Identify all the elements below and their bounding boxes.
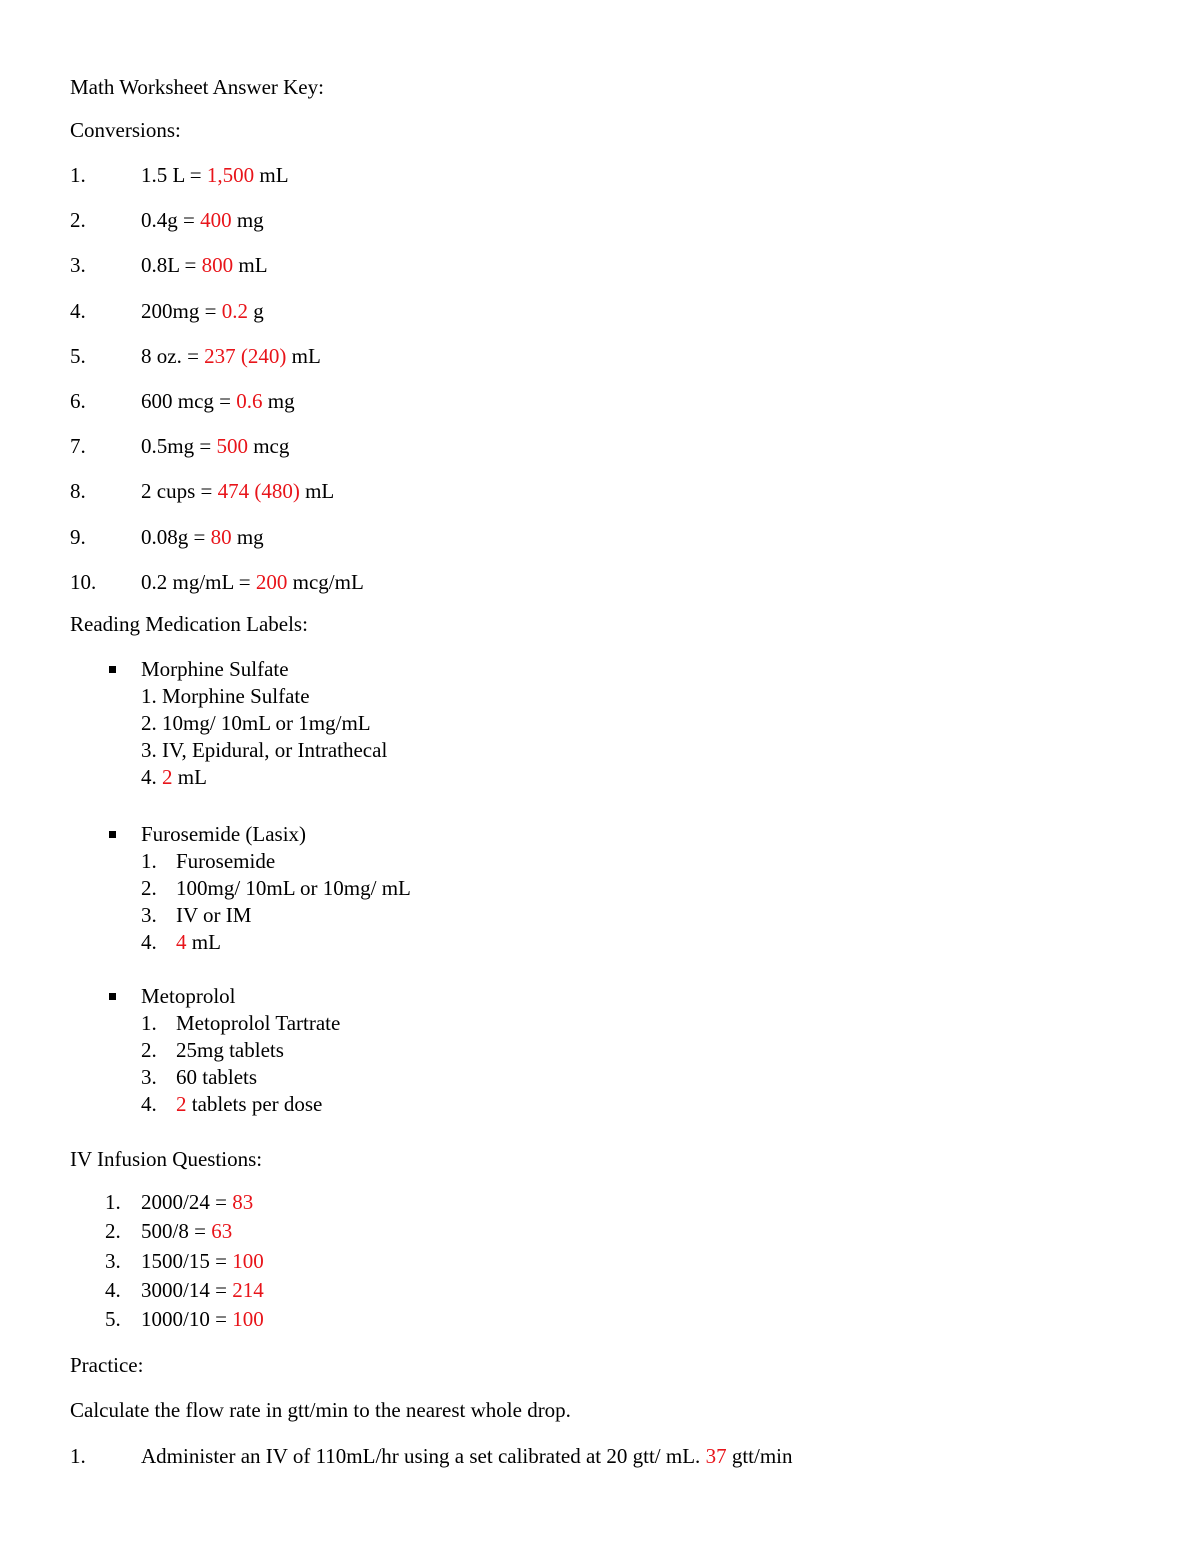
labels-heading: Reading Medication Labels: [70, 612, 308, 636]
item-text: 10mg/ 10mL or 1mg/mL [162, 711, 371, 735]
medication-detail [176, 930, 221, 954]
answer-value: 2 [176, 1092, 187, 1116]
conversion-item [141, 570, 364, 594]
medication-detail [176, 1065, 257, 1089]
answer-value: 1,500 [206, 163, 255, 187]
page-title: Math Worksheet Answer Key: [70, 75, 324, 99]
item-number: 5. [70, 343, 86, 368]
practice-instruction: Calculate the flow rate in gtt/min to the nearest whole drop. [70, 1398, 571, 1422]
conversion-item [141, 344, 321, 368]
answer-value: 37 [705, 1444, 727, 1468]
conversion-item [141, 525, 264, 549]
item-unit: mcg [247, 434, 290, 459]
item-number: 5. [105, 1307, 121, 1332]
item-number: 3. [105, 1248, 121, 1273]
conversion-item [141, 299, 264, 323]
item-text: 0.2 mg/mL = [141, 569, 256, 594]
item-text: 600 mcg = [141, 389, 237, 413]
item-text: Metoprolol Tartrate [176, 1011, 341, 1035]
answer-value: 80 [210, 524, 232, 549]
answer-value: 100 [232, 1307, 264, 1332]
item-text: Morphine Sulfate [162, 684, 310, 708]
medication-detail [141, 711, 371, 735]
infusion-item [141, 1190, 253, 1214]
medication-detail [141, 738, 387, 762]
item-text: 3000/14 = [141, 1277, 233, 1302]
item-text: Administer an IV of 110mL/hr using a set calibrated at 20 gtt/ mL. [141, 1444, 706, 1468]
answer-value: 0.6 [236, 389, 263, 413]
answer-value: 400 [200, 208, 232, 233]
medication-detail [176, 849, 275, 873]
item-unit: mL [286, 343, 321, 368]
item-number: 2. [141, 876, 157, 900]
item-number: 1. [70, 163, 86, 187]
item-number: 4. [70, 298, 86, 323]
answer-value: 83 [232, 1190, 254, 1214]
answer-value: 214 [232, 1277, 264, 1302]
medication-name: Morphine Sulfate [141, 657, 289, 681]
item-text: IV, Epidural, or Intrathecal [162, 738, 388, 762]
item-text: 100mg/ 10mL or 10mg/ mL [176, 876, 411, 900]
bullet-icon [109, 666, 116, 673]
conversion-item [141, 163, 289, 187]
conversion-item [141, 253, 268, 277]
item-text: 200mg = [141, 298, 222, 323]
item-unit: mg [262, 389, 295, 413]
item-number: 8. [70, 479, 86, 504]
item-unit: mL [299, 479, 335, 504]
item-text: 25mg tablets [176, 1038, 284, 1062]
medication-detail [176, 1038, 284, 1062]
item-unit: mg [231, 208, 264, 233]
item-text: 1500/15 = [141, 1248, 233, 1273]
item-number: 1. [105, 1190, 121, 1214]
item-unit: tablets per dose [186, 1092, 323, 1116]
answer-value: 800 [201, 253, 234, 278]
item-number: 1. [141, 849, 157, 873]
item-number: 4. [105, 1277, 121, 1302]
practice-item [141, 1444, 793, 1468]
answer-value: 63 [211, 1219, 233, 1244]
item-text: 0.5mg = [141, 434, 217, 459]
item-text: 2000/24 = [141, 1190, 233, 1214]
item-number: 4. [141, 1092, 157, 1116]
infusion-item [141, 1249, 264, 1273]
bullet-icon [109, 993, 116, 1000]
answer-value: 474 (480) [217, 479, 300, 504]
conversions-heading: Conversions: [70, 118, 181, 142]
answer-value: 4 [176, 930, 187, 954]
item-unit: gtt/min [726, 1444, 793, 1468]
item-text: 8 oz. = [141, 343, 205, 368]
answer-value: 0.2 [221, 298, 248, 323]
item-text: 1.5 L = [141, 163, 207, 187]
answer-value: 200 [255, 569, 288, 594]
item-unit: g [247, 298, 264, 323]
answer-value: 100 [232, 1248, 264, 1273]
item-text: 0.8L = [141, 253, 202, 278]
item-text: Furosemide [176, 849, 276, 873]
item-unit: mL [172, 765, 207, 789]
item-text: 2 cups = [141, 479, 218, 504]
medication-detail [176, 1092, 322, 1116]
item-number: 7. [70, 434, 86, 459]
item-number: 2. [70, 208, 86, 233]
item-text: 0.08g = [141, 524, 211, 549]
item-text: 1000/10 = [141, 1307, 233, 1332]
item-number: 2. [105, 1219, 121, 1244]
medication-detail [141, 684, 310, 708]
item-text: 500/8 = [141, 1219, 212, 1244]
bullet-icon [109, 831, 116, 838]
conversion-item [141, 434, 289, 458]
medication-detail [176, 903, 251, 927]
item-unit: mL [254, 163, 289, 187]
infusion-item [141, 1307, 264, 1331]
medication-name: Furosemide (Lasix) [141, 822, 307, 846]
infusion-heading: IV Infusion Questions: [70, 1147, 263, 1171]
practice-heading: Practice: [70, 1353, 144, 1377]
item-number: 3. [141, 1065, 157, 1089]
item-number: 4. [141, 765, 162, 789]
item-text: IV or IM [176, 903, 252, 927]
infusion-item [141, 1278, 264, 1302]
item-text: 60 tablets [176, 1065, 258, 1089]
item-unit: mcg/mL [287, 569, 364, 594]
medication-detail [176, 876, 411, 900]
item-number: 3. [141, 738, 162, 762]
item-number: 10. [70, 569, 97, 594]
answer-value: 237 (240) [204, 343, 287, 368]
conversion-item [141, 389, 295, 413]
answer-value: 2 [162, 765, 173, 789]
answer-value: 500 [216, 434, 248, 459]
medication-detail [176, 1011, 340, 1035]
item-unit: mL [233, 253, 268, 278]
conversion-item [141, 479, 334, 503]
item-text: 0.4g = [141, 208, 201, 233]
item-number: 1. [141, 684, 162, 708]
item-number: 2. [141, 1038, 157, 1062]
item-unit: mg [231, 524, 264, 549]
conversion-item [141, 208, 264, 232]
item-number: 1. [70, 1444, 86, 1468]
item-number: 4. [141, 930, 157, 954]
item-number: 9. [70, 524, 86, 549]
item-number: 3. [141, 903, 157, 927]
medication-name: Metoprolol [141, 984, 236, 1008]
item-number: 6. [70, 389, 86, 413]
infusion-item [141, 1219, 232, 1243]
item-number: 2. [141, 711, 162, 735]
item-number: 1. [141, 1011, 157, 1035]
medication-detail [141, 765, 207, 789]
item-number: 3. [70, 253, 86, 278]
item-unit: mL [186, 930, 221, 954]
